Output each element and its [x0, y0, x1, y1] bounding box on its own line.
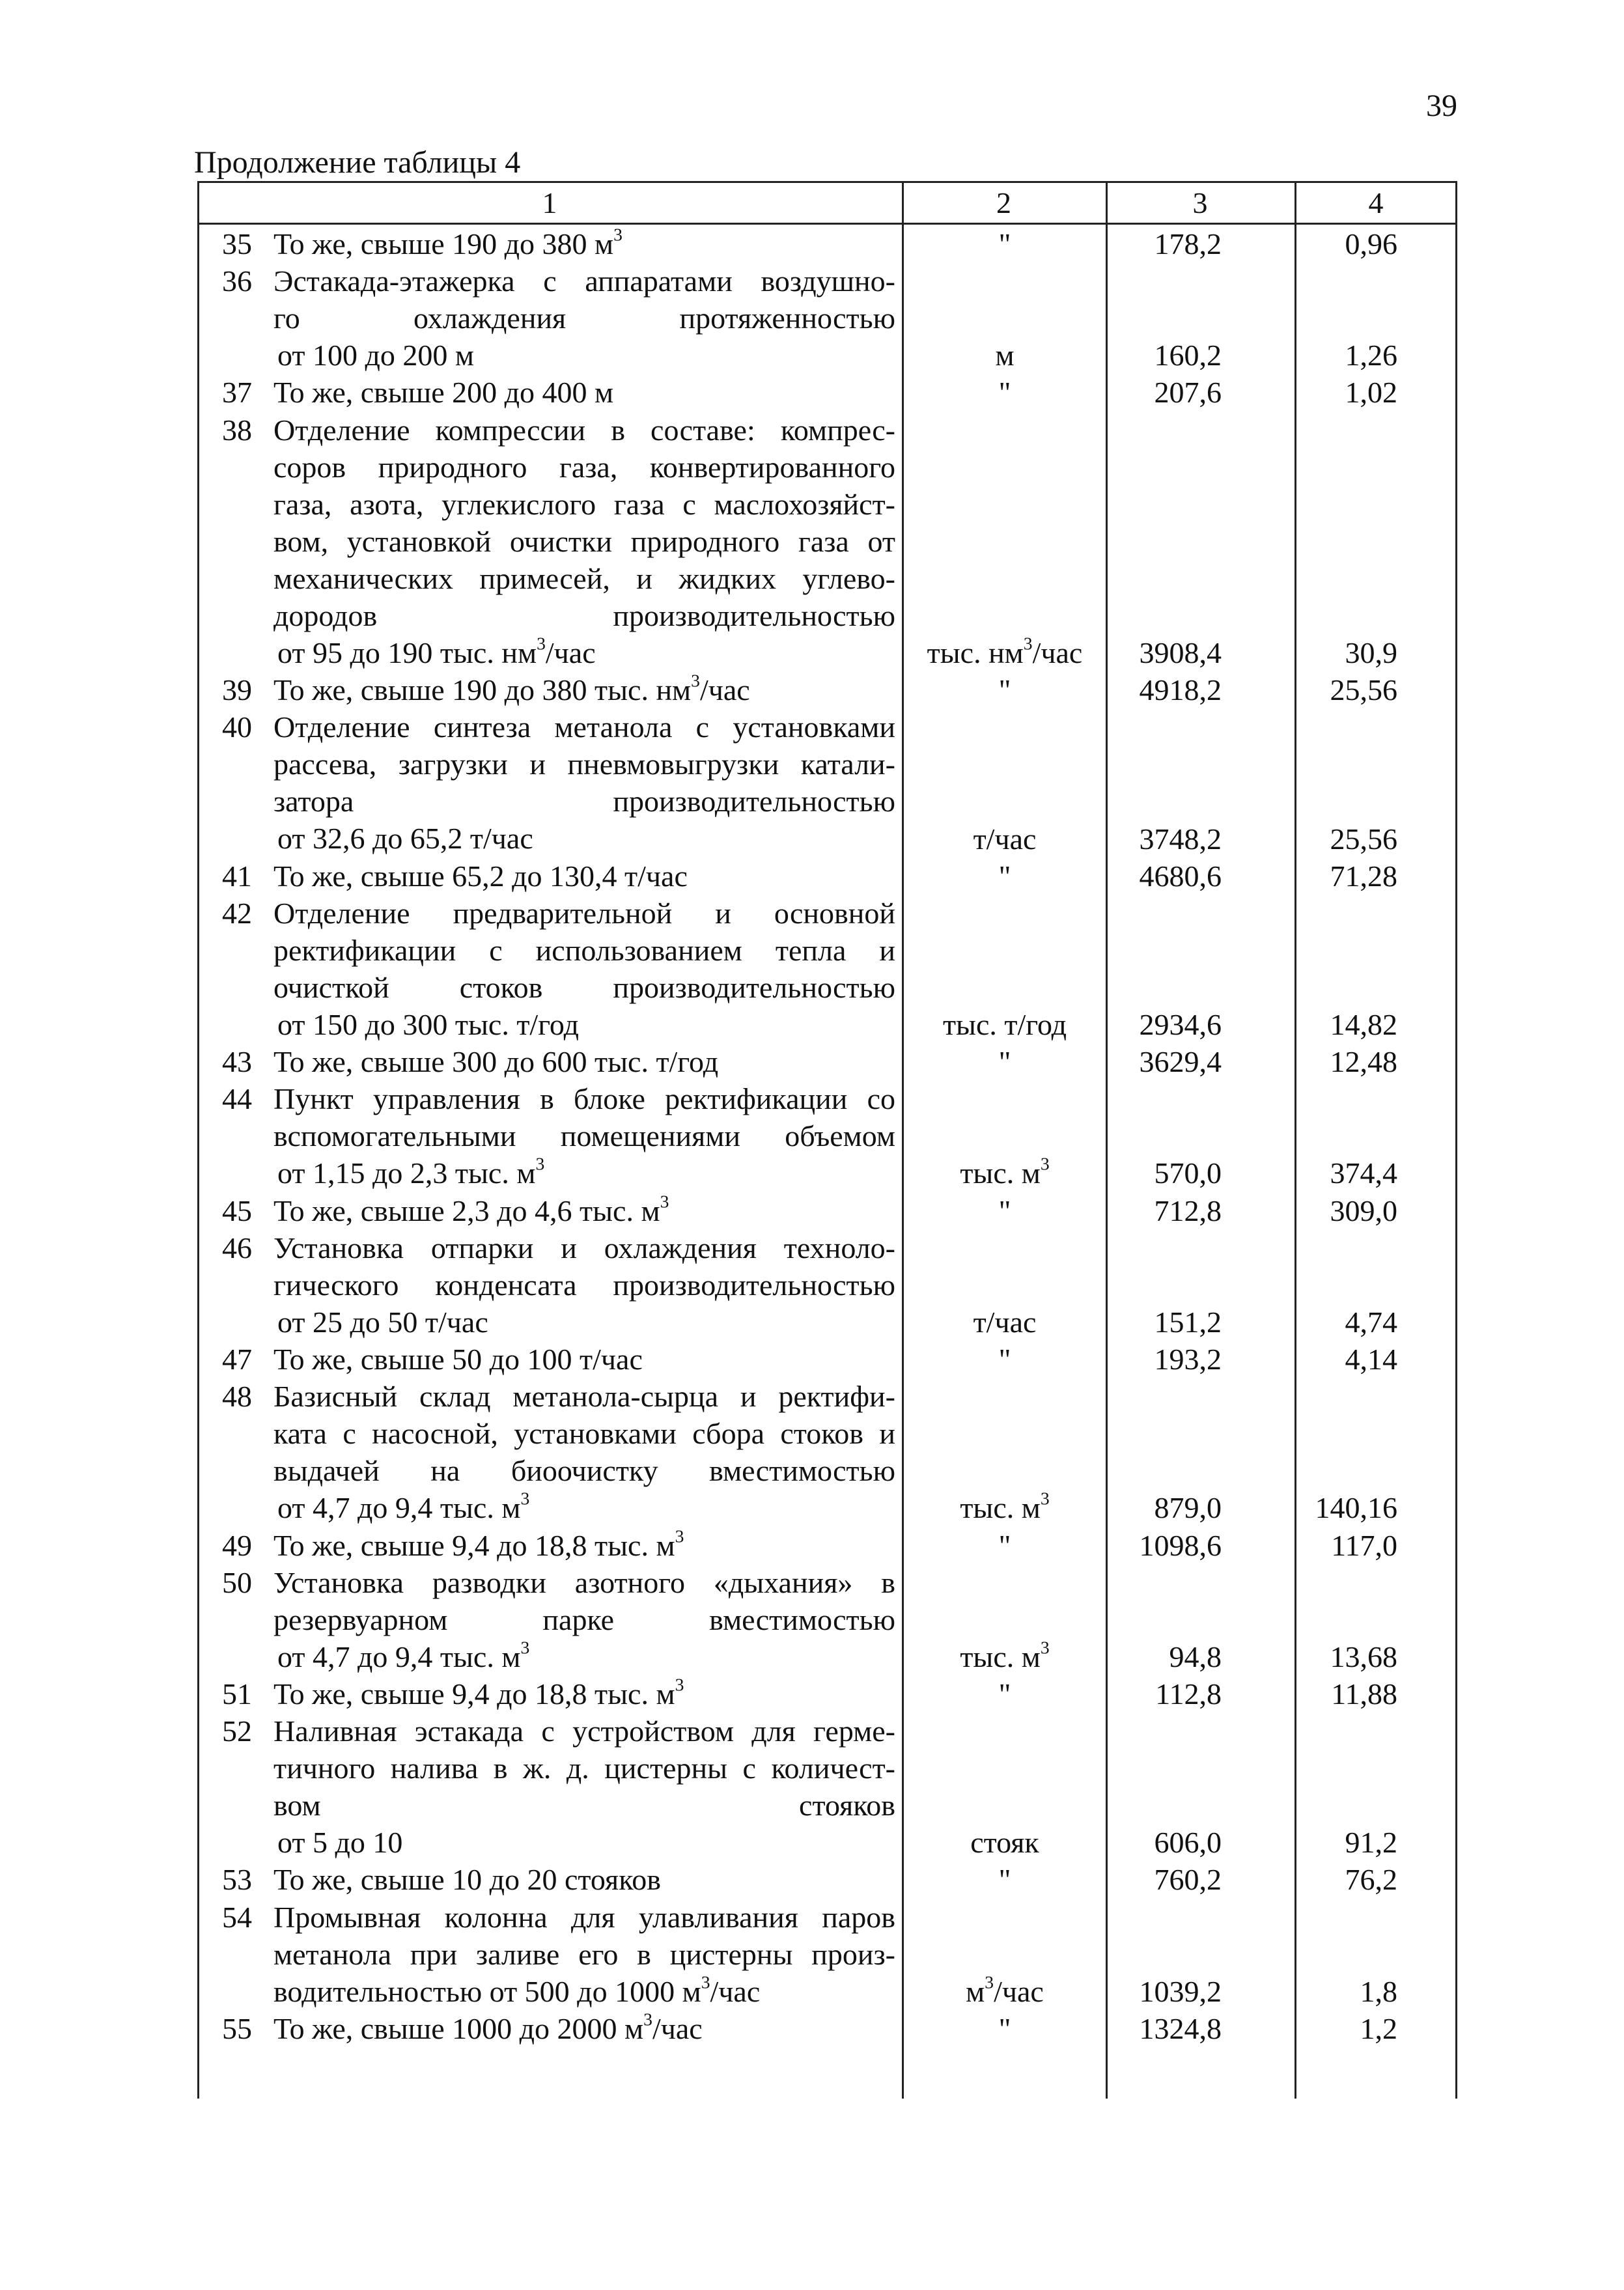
description-line: соров природного газа, конвертированного [273, 450, 895, 484]
row-value-col4: 4,14 [1345, 1343, 1397, 1376]
row-value-col3: 178,2 [1154, 227, 1222, 260]
row-value-col3: 94,8 [1169, 1640, 1222, 1673]
description-line: Базисный склад метанола-сырца и ректифи- [273, 1380, 895, 1414]
row-value-col3: 1039,2 [1139, 1974, 1222, 2008]
row-number: 35 [222, 227, 252, 260]
row-value-col3: 760,2 [1154, 1863, 1222, 1897]
row-unit: " [998, 1863, 1011, 1897]
row-value-col4: 1,02 [1345, 376, 1397, 410]
description-line: То же, свыше 190 до 380 тыс. $нм^3$/час [273, 671, 750, 707]
description-line: Промывная колонна для улавливания паров [273, 1900, 895, 1934]
description-line: То же, свыше 190 до 380 $м^3$ [273, 225, 623, 260]
row-unit: $м^3$/час [966, 1972, 1044, 2008]
row-description [273, 1378, 895, 1526]
table-row [197, 374, 1457, 411]
row-description [273, 412, 895, 671]
row-value-col4: 140,16 [1315, 1491, 1397, 1525]
description-line: Отделение предварительной и основной [273, 896, 895, 930]
description-line: от 150 до 300 тыс. т/год [277, 1007, 580, 1041]
description-line: газа, азота, углекислого газа с маслохозяйст- [273, 487, 895, 521]
row-unit: тыс. $м^3$ [960, 1153, 1050, 1190]
row-value-col4: 1,26 [1345, 339, 1397, 372]
row-number: 39 [222, 673, 252, 707]
table-row [197, 1675, 1457, 1712]
row-value-col3: 3629,4 [1139, 1045, 1222, 1079]
row-value-col4: 25,56 [1330, 822, 1397, 856]
row-number: 41 [222, 859, 252, 893]
row-value-col3: 151,2 [1154, 1305, 1222, 1339]
row-unit: тыс. т/год [942, 1008, 1067, 1042]
description-line: водительностью от 500 до 1000 $м^3$/час [273, 1972, 761, 2008]
description-line: вом, установкой очистки природного газа от [273, 524, 895, 558]
row-description [273, 225, 895, 262]
page-number: 39 [1426, 89, 1457, 123]
table-top-border [197, 181, 1457, 183]
row-description [273, 708, 895, 857]
row-value-col3: 570,0 [1154, 1156, 1222, 1190]
row-number: 47 [222, 1343, 252, 1376]
row-value-col4: 76,2 [1345, 1863, 1397, 1897]
description-line: очисткой стоков производительностью [273, 970, 895, 1004]
description-line: ката с насосной, установками сбора стоков и [273, 1417, 895, 1451]
row-unit: т/час [973, 822, 1037, 856]
row-number: 54 [222, 1900, 252, 1934]
row-value-col4: 309,0 [1330, 1194, 1397, 1227]
row-description [273, 1527, 895, 1564]
row-number: 43 [222, 1045, 252, 1079]
description-line: То же, свыше 200 до 400 м [273, 376, 614, 410]
row-unit: " [998, 673, 1011, 707]
row-value-col4: 4,74 [1345, 1305, 1397, 1339]
row-value-col4: 13,68 [1330, 1640, 1397, 1673]
table-row [197, 1899, 1457, 2010]
table-row [197, 225, 1457, 262]
row-description [273, 2010, 895, 2047]
row-value-col4: 1,2 [1360, 2011, 1397, 2045]
description-line: от 4,7 до 9,4 тыс. $м^3$ [277, 1489, 530, 1525]
description-line: гического конденсата производительностью [273, 1268, 895, 1302]
description-line: То же, свыше 300 до 600 тыс. т/год [273, 1045, 719, 1079]
row-number: 55 [222, 2011, 252, 2045]
table-row [197, 1712, 1457, 1861]
row-number: 37 [222, 376, 252, 410]
description-line: Пункт управления в блоке ректификации со [273, 1082, 895, 1116]
row-number: 53 [222, 1863, 252, 1897]
row-description [273, 1043, 895, 1080]
row-value-col3: 1098,6 [1139, 1528, 1222, 1562]
row-description [273, 1899, 895, 2010]
row-value-col4: 71,28 [1330, 859, 1397, 893]
description-line: от 95 до 190 тыс. $нм^3$/час [277, 634, 596, 669]
row-number: 42 [222, 896, 252, 930]
row-number: 44 [222, 1082, 252, 1116]
row-description [273, 1861, 895, 1898]
row-value-col3: 3908,4 [1139, 636, 1222, 670]
description-line: вспомогательными помещениями объемом [273, 1119, 895, 1153]
row-unit: " [998, 2011, 1011, 2045]
row-value-col4: 25,56 [1330, 673, 1397, 707]
row-value-col3: 712,8 [1154, 1194, 1222, 1227]
column-header-2: 2 [996, 186, 1011, 219]
table-row [197, 708, 1457, 857]
row-description [273, 671, 895, 708]
description-line: То же, свыше 65,2 до 130,4 т/час [273, 859, 688, 893]
row-value-col3: 606,0 [1154, 1826, 1222, 1860]
row-description [273, 1080, 895, 1192]
table-row [197, 1080, 1457, 1192]
row-value-col3: 207,6 [1154, 376, 1222, 410]
row-value-col3: 4680,6 [1139, 859, 1222, 893]
column-header-4: 4 [1368, 186, 1384, 219]
description-line: Отделение синтеза метанола с установками [273, 710, 895, 744]
row-unit: " [998, 1194, 1011, 1227]
description-line: от 4,7 до 9,4 тыс. $м^3$ [277, 1638, 530, 1673]
row-number: 51 [222, 1677, 252, 1711]
row-value-col4: 30,9 [1345, 636, 1397, 670]
table-row [197, 412, 1457, 672]
row-unit: " [998, 1343, 1011, 1376]
description-line: выдачей на биоочистку вместимостью [273, 1454, 895, 1488]
column-header-1: 1 [542, 186, 557, 219]
row-description [273, 1564, 895, 1675]
description-line: Установка разводки азотного «дыхания» в [273, 1565, 895, 1599]
table-row [197, 1341, 1457, 1378]
table-row [197, 1192, 1457, 1229]
description-line: Наливная эстакада с устройством для герме- [273, 1714, 895, 1748]
row-value-col4: 14,82 [1330, 1008, 1397, 1042]
row-number: 48 [222, 1380, 252, 1414]
row-number: 49 [222, 1528, 252, 1562]
table-row [197, 895, 1457, 1043]
description-line: То же, свыше 9,4 до 18,8 тыс. $м^3$ [273, 1526, 684, 1562]
row-number: 52 [222, 1714, 252, 1748]
row-unit: " [998, 1528, 1011, 1562]
row-value-col4: 1,8 [1360, 1974, 1397, 2008]
description-line: То же, свыше 10 до 20 стояков [273, 1863, 661, 1897]
row-unit: " [998, 1677, 1011, 1711]
description-line: го охлаждения протяженностью [273, 301, 895, 335]
row-description [273, 262, 895, 374]
row-value-col3: 2934,6 [1139, 1008, 1222, 1042]
description-line: от 100 до 200 м [277, 339, 475, 372]
row-description [273, 1229, 895, 1341]
table [197, 181, 1457, 2099]
column-header-3: 3 [1192, 186, 1208, 219]
table-row [197, 1564, 1457, 1675]
row-unit: " [998, 859, 1011, 893]
row-number: 46 [222, 1231, 252, 1264]
row-value-col3: 3748,2 [1139, 822, 1222, 856]
header-separator [197, 223, 1457, 225]
table-row [197, 2010, 1457, 2047]
description-line: тичного налива в ж. д. цистерны с количест- [273, 1752, 895, 1785]
table-row [197, 858, 1457, 895]
row-value-col4: 0,96 [1345, 227, 1397, 260]
description-line: метанола при заливе его в цистерны произ- [273, 1937, 895, 1971]
row-value-col3: 4918,2 [1139, 673, 1222, 707]
row-value-col3: 1324,8 [1139, 2011, 1222, 2045]
row-description [273, 1192, 895, 1229]
table-row [197, 1861, 1457, 1898]
row-unit: тыс. $м^3$ [960, 1488, 1050, 1525]
row-unit: стояк [970, 1826, 1039, 1860]
description-line: То же, свыше 2,3 до 4,6 тыс. $м^3$ [273, 1192, 669, 1227]
row-description [273, 1675, 895, 1712]
row-value-col4: 91,2 [1345, 1826, 1397, 1860]
table-row [197, 1229, 1457, 1341]
description-line: То же, свыше 50 до 100 т/час [273, 1343, 643, 1376]
row-unit: тыс. $м^3$ [960, 1637, 1050, 1673]
table-row [197, 1043, 1457, 1080]
description-line: ректификации с использованием тепла и [273, 933, 895, 967]
description-line: рассева, загрузки и пневмовыгрузки катали- [273, 747, 895, 781]
row-unit: " [998, 376, 1011, 410]
table-caption: Продолжение таблицы 4 [194, 145, 521, 180]
table-row [197, 262, 1457, 374]
description-line: от 5 до 10 [277, 1826, 403, 1859]
row-value-col3: 879,0 [1154, 1491, 1222, 1525]
description-line: Эстакада-этажерка с аппаратами воздушно- [273, 264, 895, 298]
description-line: Отделение компрессии в составе: компрес- [273, 413, 895, 447]
description-line: Установка отпарки и охлаждения техноло- [273, 1231, 895, 1264]
description-line: То же, свыше 1000 до 2000 $м^3$/час [273, 2009, 703, 2045]
row-description [273, 1712, 895, 1861]
row-description [273, 858, 895, 895]
row-number: 38 [222, 413, 252, 447]
row-value-col3: 160,2 [1154, 339, 1222, 372]
row-unit: тыс. $нм^3$/час [927, 633, 1083, 670]
row-number: 45 [222, 1194, 252, 1227]
row-value-col4: 12,48 [1330, 1045, 1397, 1079]
description-line: дородов производительностью [273, 598, 895, 632]
description-line: То же, свыше 9,4 до 18,8 тыс. $м^3$ [273, 1675, 684, 1711]
row-number: 36 [222, 264, 252, 298]
row-description [273, 895, 895, 1043]
description-line: механических примесей, и жидких углево- [273, 561, 895, 595]
row-value-col4: 117,0 [1331, 1528, 1397, 1562]
description-line: от 25 до 50 т/час [277, 1305, 488, 1339]
row-unit: " [998, 1045, 1011, 1079]
description-line: вом стояков [273, 1789, 895, 1822]
description-line: затора производительностью [273, 785, 895, 818]
row-value-col4: 374,4 [1330, 1156, 1397, 1190]
row-description [273, 374, 895, 411]
description-line: резервуарном парке вместимостью [273, 1602, 895, 1636]
row-value-col3: 193,2 [1154, 1343, 1222, 1376]
description-line: от 32,6 до 65,2 т/час [277, 822, 533, 856]
description-line: от 1,15 до 2,3 тыс. $м^3$ [277, 1154, 545, 1190]
row-unit: т/час [973, 1305, 1037, 1339]
table-row [197, 671, 1457, 708]
table-row [197, 1378, 1457, 1526]
row-value-col4: 11,88 [1331, 1677, 1397, 1711]
row-number: 50 [222, 1565, 252, 1599]
row-number: 40 [222, 710, 252, 744]
row-value-col3: 112,8 [1155, 1677, 1222, 1711]
row-description [273, 1341, 895, 1378]
row-unit: " [998, 227, 1011, 260]
row-unit: м [995, 339, 1015, 372]
table-row [197, 1527, 1457, 1564]
